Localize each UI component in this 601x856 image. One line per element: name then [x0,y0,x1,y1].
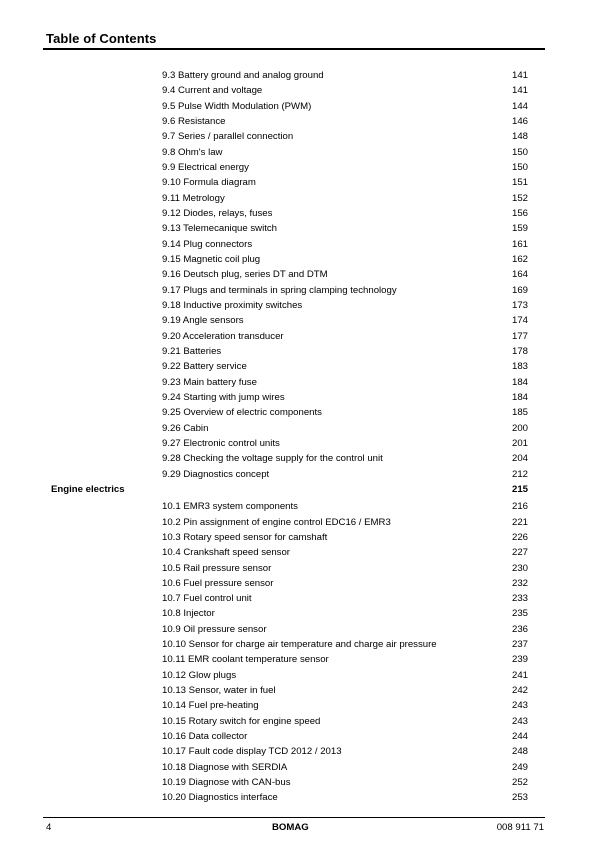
toc-entry-title: 10.16 Data collector [162,731,248,743]
toc-entry-title: 9.27 Electronic control units [162,437,280,449]
toc-entry [0,129,601,144]
toc-entry-page: 204 [511,453,528,465]
toc-entry-page: 236 [511,623,528,635]
toc-entry-title: 9.3 Battery ground and analog ground [162,70,324,81]
toc-entry-title: Engine electrics [51,483,125,495]
toc-entry [0,283,601,298]
toc-entry-page: 162 [511,253,528,265]
toc-entry-page: 173 [511,299,528,311]
toc-entry-title: 9.18 Inductive proximity switches [162,299,303,311]
header-rule [43,48,545,50]
toc-entry-page: 169 [511,284,528,296]
toc-entry-title: 10.13 Sensor, water in fuel [162,685,276,697]
toc-entry-page: 233 [511,593,528,605]
toc-entry-title: 9.14 Plug connectors [162,238,253,250]
toc-entry-title: 9.16 Deutsch plug, series DT and DTM [162,269,328,281]
toc-entry [0,313,601,328]
toc-entry [0,421,601,436]
toc-entry [0,99,601,114]
toc-entry [0,729,601,744]
toc-entry-page: 164 [511,269,528,281]
toc-entry [0,191,601,206]
toc-entry-title: 9.19 Angle sensors [162,315,244,327]
toc-entry-page: 148 [511,131,528,143]
footer-rule [43,817,545,818]
toc-entry [0,622,601,637]
toc-entry-page: 159 [511,223,528,235]
toc-entry [0,344,601,359]
toc-entry-page: 201 [511,437,528,449]
toc-entry-page: 249 [511,761,528,773]
toc-entry-title: 10.7 Fuel control unit [162,593,252,605]
toc-entry [0,775,601,790]
toc-entry [0,744,601,759]
toc-entry-title: 10.3 Rotary speed sensor for camshaft [162,531,328,543]
footer-page-number: 4 [46,822,52,833]
toc-entry-page: 248 [511,746,528,758]
toc-entry-page: 232 [511,577,528,589]
toc-entry-title: 10.9 Oil pressure sensor [162,623,267,635]
toc-entry [0,252,601,267]
toc-entry [0,451,601,466]
toc-entry-page: 177 [511,330,528,342]
toc-entry-page: 243 [511,700,528,712]
toc-entry-title: 9.12 Diodes, relays, fuses [162,207,273,219]
toc-entry-title: 10.10 Sensor for charge air temperature and charge air pressure [162,639,437,651]
toc-entry-page: 216 [511,501,528,513]
toc-entry [0,637,601,652]
toc-entry-page: 235 [511,608,528,620]
toc-entry-page: 174 [511,315,528,327]
toc-entry-title: 10.12 Glow plugs [162,669,237,681]
toc-entry [0,175,601,190]
toc-entry-page: 227 [511,547,528,559]
toc-entry-page: 144 [511,100,528,112]
toc-entry [0,83,601,98]
toc-entry [0,405,601,420]
toc-entry-page: 151 [511,177,528,189]
toc-entry [0,68,601,83]
toc-entry-page: 161 [511,238,528,250]
toc-entry [0,390,601,405]
toc-entry [0,790,601,805]
toc-entry [0,698,601,713]
toc-entry-page: 242 [511,685,528,697]
toc-entry-title: 9.9 Electrical energy [162,161,249,173]
table-of-contents [0,68,601,806]
page-title: Table of Contents [46,31,157,46]
toc-entry [0,606,601,621]
toc-entry-title: 9.21 Batteries [162,345,222,357]
toc-entry [0,652,601,667]
toc-entry-title: 9.24 Starting with jump wires [162,391,285,403]
toc-entry-title: 9.6 Resistance [162,115,226,127]
toc-entry-title: 10.5 Rail pressure sensor [162,562,272,574]
toc-entry-page: 252 [511,777,528,789]
toc-entry [0,499,601,514]
toc-entry [0,267,601,282]
toc-entry-title: 10.4 Crankshaft speed sensor [162,547,290,559]
toc-entry [0,221,601,236]
toc-entry-page: 141 [511,70,528,81]
toc-entry [0,561,601,576]
toc-entry-title: 10.20 Diagnostics interface [162,792,278,804]
toc-entry-title: 9.23 Main battery fuse [162,376,257,388]
toc-entry-title: 9.5 Pulse Width Modulation (PWM) [162,100,312,112]
footer-brand: BOMAG [272,822,309,833]
toc-entry-title: 9.15 Magnetic coil plug [162,253,261,265]
toc-entry-page: 241 [511,669,528,681]
toc-entry [0,467,601,482]
toc-entry-title: 9.26 Cabin [162,422,209,434]
toc-entry [0,160,601,175]
toc-entry-page: 212 [511,468,528,480]
toc-entry-title: 9.10 Formula diagram [162,177,256,189]
toc-entry-title: 9.20 Acceleration transducer [162,330,284,342]
toc-entry [0,515,601,530]
toc-entry-page: 183 [511,361,528,373]
toc-entry [0,298,601,313]
toc-entry-title: 9.17 Plugs and terminals in spring clamping technology [162,284,397,296]
toc-entry-page: 152 [511,192,528,204]
toc-entry-title: 9.22 Battery service [162,361,247,373]
toc-entry-page: 243 [511,715,528,727]
toc-entry-page: 156 [511,207,528,219]
toc-entry-title: 9.28 Checking the voltage supply for the control unit [162,453,383,465]
toc-entry [0,545,601,560]
toc-entry-page: 150 [511,146,528,158]
toc-entry [0,576,601,591]
toc-entry-title: 10.8 Injector [162,608,215,620]
toc-entry-title: 10.15 Rotary switch for engine speed [162,715,321,727]
toc-entry-page: 178 [511,345,528,357]
toc-entry [0,359,601,374]
toc-entry-page: 150 [511,161,528,173]
toc-entry-page: 215 [511,483,528,495]
toc-entry-page: 244 [511,731,528,743]
footer-doc-number: 008 911 71 [496,822,544,833]
toc-entry-page: 141 [511,85,528,97]
toc-entry-title: 9.4 Current and voltage [162,85,263,97]
toc-entry-page: 237 [511,639,528,651]
toc-entry-title: 10.17 Fault code display TCD 2012 / 2013 [162,746,342,758]
toc-entry [0,760,601,775]
toc-entry [0,591,601,606]
toc-entry-title: 10.18 Diagnose with SERDIA [162,761,288,773]
toc-entry-title: 10.19 Diagnose with CAN-bus [162,777,291,789]
toc-entry-page: 185 [511,407,528,419]
toc-entry-title: 10.14 Fuel pre-heating [162,700,259,712]
toc-entry-page: 221 [511,516,528,528]
toc-entry-title: 9.7 Series / parallel connection [162,131,294,143]
toc-entry [0,530,601,545]
toc-entry [0,375,601,390]
toc-entry-title: 10.1 EMR3 system components [162,501,298,513]
toc-entry-page: 146 [511,115,528,127]
toc-entry [0,145,601,160]
toc-entry [0,329,601,344]
toc-entry-page: 239 [511,654,528,666]
toc-entry-page: 230 [511,562,528,574]
toc-entry-title: 10.11 EMR coolant temperature sensor [162,654,329,666]
toc-entry-title: 9.13 Telemecanique switch [162,223,278,235]
toc-entry-title: 9.11 Metrology [162,192,225,204]
toc-entry-title: 9.25 Overview of electric components [162,407,322,419]
toc-entry-title: 10.6 Fuel pressure sensor [162,577,274,589]
toc-entry [0,668,601,683]
toc-entry-page: 253 [511,792,528,804]
toc-entry [0,206,601,221]
toc-chapter-entry [0,482,601,497]
toc-entry [0,237,601,252]
toc-entry [0,436,601,451]
toc-entry [0,714,601,729]
toc-entry-page: 184 [511,376,528,388]
toc-entry-title: 9.8 Ohm's law [162,146,223,158]
toc-entry [0,114,601,129]
toc-entry [0,683,601,698]
toc-entry-page: 184 [511,391,528,403]
toc-entry-page: 226 [511,531,528,543]
toc-entry-title: 10.2 Pin assignment of engine control EDC16 / EMR3 [162,516,391,528]
toc-entry-page: 200 [511,422,528,434]
toc-entry-title: 9.29 Diagnostics concept [162,468,270,480]
